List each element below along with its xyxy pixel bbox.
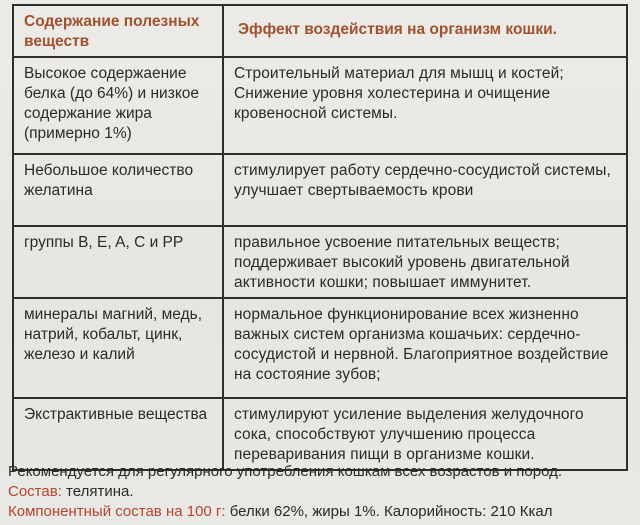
effect-cell: Строительный материал для мышц и костей; Снижение уровня холестерина и очищение кровеносной системы. [223,57,627,154]
header-substances: Содержание полезных веществ [13,5,223,57]
substance-cell: Экстрактивные вещества [13,398,223,470]
substance-cell: Небольшое количество желатина [13,154,223,226]
effect-cell: правильное усвоение питательных веществ; поддерживает высокий уровень двигательной активности кошки; повышает иммунитет. [223,226,627,298]
product-footer [8,462,628,522]
recommendation-text: Рекомендуется для регулярного употребления кошкам всех возрастов и пород. [8,463,563,480]
composition-value: телятина. [66,483,134,500]
effect-cell: нормальное функционирование всех жизненно важных систем организма кошачьих: сердечно-сосудистой и нервной. Благоприятное воздействие на состояние зубов; [223,298,627,398]
table-row [13,226,627,298]
nutrition-table [12,4,628,471]
component-line [8,502,628,522]
header-effect: Эффект воздействия на организм кошки. [223,5,627,57]
component-value: белки 62%, жиры 1%. Калорийность: 210 Ккал [229,503,553,520]
table-row [13,398,627,470]
effect-cell: стимулирует работу сердечно-сосудистой системы, улучшает свертываемость крови [223,154,627,226]
table-row [13,298,627,398]
composition-line [8,482,628,502]
table-row [13,154,627,226]
substance-cell: Высокое содержаение белка (до 64%) и низкое содержание жира (примерно 1%) [13,57,223,154]
component-label: Компонентный состав на 100 г: [8,503,226,520]
substance-cell: группы B, E, A, C и PP [13,226,223,298]
composition-label: Состав: [8,483,62,500]
table-header-row [13,5,627,57]
table-row [13,57,627,154]
effect-cell: стимулируют усиление выделения желудочного сока, способствуют улучшению процесса переваривания пищи в организме кошки. [223,398,627,470]
substance-cell: минералы магний, медь, натрий, кобальт, цинк, железо и калий [13,298,223,398]
